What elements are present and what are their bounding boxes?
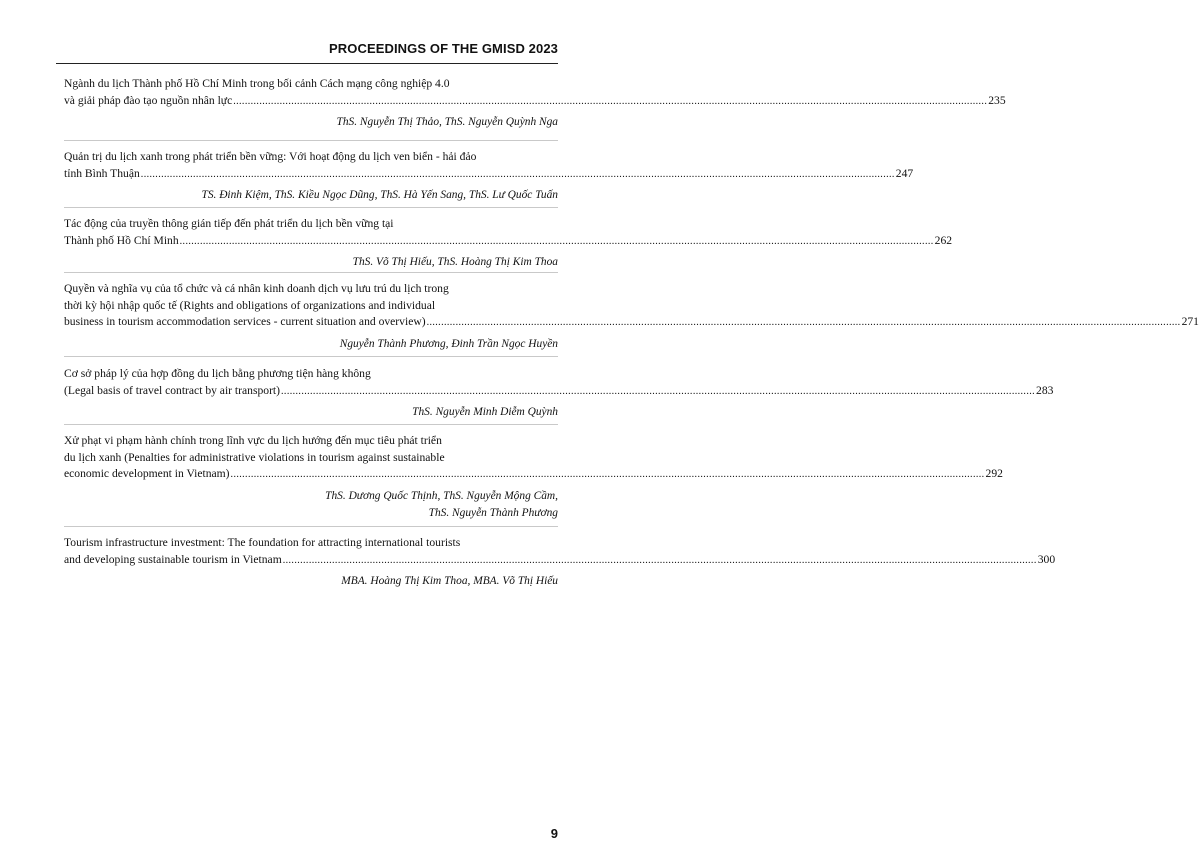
running-header-title: PROCEEDINGS OF THE GMISD 2023 (328, 41, 558, 56)
dot-leader: .................................................................................................................................................................................................................................................................... (282, 554, 1037, 566)
toc-title-text: Tourism infrastructure investment: The foundation for attracting international tourists (64, 536, 461, 549)
toc-entry-title-line (64, 76, 558, 93)
toc-page-number: 283 (1036, 383, 1054, 397)
toc-entry-title-line (64, 450, 558, 467)
entry-divider (64, 207, 558, 208)
toc-entry-title-line (64, 466, 1003, 484)
toc-entry-title-line (64, 535, 558, 552)
toc-entry (64, 76, 1006, 130)
toc-title-text: thời kỳ hội nhập quốc tế (Rights and obligations of organizations and individual (64, 298, 436, 312)
toc-page-number: 262 (934, 233, 953, 247)
dot-leader: .................................................................................................................................................................................................................................................................... (140, 168, 895, 180)
dot-leader: .................................................................................................................................................................................................................................................................... (233, 95, 988, 107)
entry-divider (64, 272, 558, 273)
toc-title-text: Quyền và nghĩa vụ của tổ chức và cá nhân kinh doanh dịch vụ lưu trú du lịch trong (64, 282, 449, 295)
toc-entry (64, 535, 1056, 589)
toc-entry-title-line (64, 552, 1056, 570)
toc-entry (64, 149, 914, 203)
toc-authors: Nguyễn Thành Phương, Đinh Trần Ngọc Huyền (339, 337, 558, 350)
toc-authors: ThS. Nguyễn Thị Thảo, ThS. Nguyễn Quỳnh Nga (336, 116, 558, 128)
toc-title-text: và giải pháp đào tạo nguồn nhân lực (64, 93, 233, 107)
toc-page-number: 300 (1037, 552, 1056, 566)
toc-title-text: (Legal basis of travel contract by air transport) (64, 383, 281, 397)
toc-authors: TS. Đinh Kiệm, ThS. Kiều Ngọc Dũng, ThS. Hà Yến Sang, ThS. Lư Quốc Tuấn (201, 189, 558, 201)
toc-entry-title-line (64, 216, 558, 233)
toc-entry-title-line (64, 93, 1006, 111)
toc-title-text: du lịch xanh (Penalties for administrative violations in tourism against sustainable (64, 450, 445, 464)
entry-divider (64, 424, 558, 425)
toc-title-text: Tác động của truyền thông gián tiếp đến phát triển du lịch bền vững tại (64, 217, 394, 230)
dot-leader: .................................................................................................................................................................................................................................................................... (179, 235, 934, 247)
toc-authors: ThS. Võ Thị Hiếu, ThS. Hoàng Thị Kim Thoa (352, 256, 558, 268)
toc-page-number: 235 (988, 93, 1006, 107)
dot-leader: .................................................................................................................................................................................................................................................................... (230, 469, 985, 480)
toc-entry-title-line (64, 314, 1199, 332)
entry-divider (64, 356, 558, 357)
toc-entry-title-line (64, 366, 558, 383)
page-number: 9 (550, 826, 558, 841)
header-divider (56, 63, 558, 64)
toc-entry-title-line (64, 149, 558, 166)
toc-authors: ThS. Dương Quốc Thịnh, ThS. Nguyễn Mộng Cầm, (325, 489, 558, 502)
dot-leader: .................................................................................................................................................................................................................................................................... (281, 385, 1036, 397)
toc-entry-title-line (64, 383, 1054, 401)
toc-entry-title-line (64, 281, 558, 298)
toc-authors: ThS. Nguyễn Minh Diễm Quỳnh (412, 406, 558, 418)
toc-entry (64, 366, 1054, 420)
dot-leader: .................................................................................................................................................................................................................................................................... (426, 317, 1181, 328)
entry-divider (64, 140, 558, 141)
toc-authors: MBA. Hoàng Thị Kim Thoa, MBA. Võ Thị Hiếu (341, 575, 558, 587)
toc-entry-title-line (64, 166, 914, 184)
toc-title-text: Ngành du lịch Thành phố Hồ Chí Minh trong bối cảnh Cách mạng công nghiệp 4.0 (64, 77, 450, 90)
toc-entry (64, 281, 1199, 352)
toc-title-text: and developing sustainable tourism in Vietnam (64, 552, 282, 566)
toc-title-text: Thành phố Hồ Chí Minh (64, 233, 179, 247)
toc-entry-title-line (64, 233, 953, 251)
toc-title-text: business in tourism accommodation services - current situation and overview) (64, 315, 426, 328)
toc-authors: ThS. Nguyễn Thành Phương (428, 506, 558, 519)
toc-entry (64, 216, 953, 270)
toc-title-text: tỉnh Bình Thuận (64, 166, 140, 180)
entry-divider (64, 526, 558, 527)
toc-page-number: 292 (985, 467, 1003, 480)
toc-title-text: Cơ sở pháp lý của hợp đồng du lịch bằng phương tiện hàng không (64, 367, 371, 380)
toc-page-number: 271 (1181, 315, 1199, 328)
toc-page-number: 247 (895, 166, 914, 180)
toc-title-text: economic development in Vietnam) (64, 467, 230, 480)
toc-title-text: Xử phạt vi phạm hành chính trong lĩnh vực du lịch hướng đến mục tiêu phát triển (64, 434, 442, 447)
toc-entry-title-line (64, 433, 558, 450)
toc-entry-title-line (64, 298, 558, 315)
toc-title-text: Quản trị du lịch xanh trong phát triển bền vững: Với hoạt động du lịch ven biển - hải đảo (64, 150, 477, 163)
toc-entry (64, 433, 1003, 521)
